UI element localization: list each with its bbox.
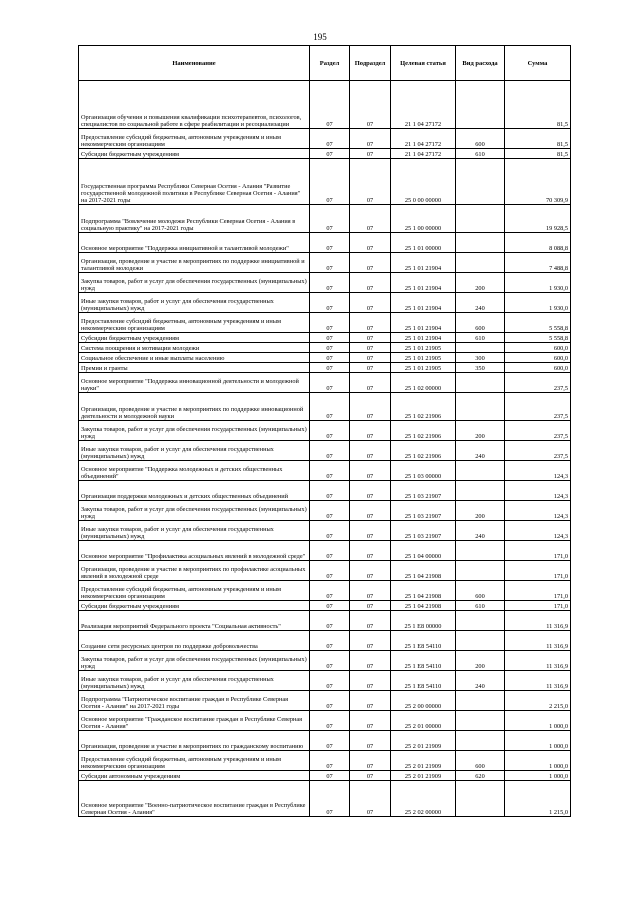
row-expense-type-cell: [456, 711, 505, 731]
table-row: [79, 771, 571, 781]
row-podrazdel-cell: 07: [350, 711, 391, 731]
row-podrazdel-cell: 07: [350, 81, 391, 129]
row-target-article-cell: 25 1 04 21908: [391, 581, 456, 601]
row-expense-type-cell: [456, 159, 505, 205]
header-name: Наименование: [79, 46, 310, 81]
row-amount-cell: 1 930,0: [505, 273, 571, 293]
row-razdel-cell: 07: [310, 711, 350, 731]
row-target-article-cell: 25 2 01 00000: [391, 711, 456, 731]
row-expense-type-cell: 600: [456, 129, 505, 149]
row-name-cell: Социальное обеспечение и иные выплаты населению: [79, 353, 310, 363]
table-row: [79, 233, 571, 253]
header-podrazdel: Подраздел: [350, 46, 391, 81]
row-amount-cell: 11 316,9: [505, 671, 571, 691]
table-body: [79, 81, 571, 817]
row-expense-type-cell: 240: [456, 441, 505, 461]
row-amount-cell: 81,5: [505, 129, 571, 149]
row-target-article-cell: 25 1 03 00000: [391, 461, 456, 481]
row-expense-type-cell: 610: [456, 601, 505, 611]
row-name-cell: Создание сети ресурсных центров по поддержке добровольчества: [79, 631, 310, 651]
row-amount-cell: 1 000,0: [505, 711, 571, 731]
row-expense-type-cell: [456, 253, 505, 273]
row-target-article-cell: 25 1 04 21908: [391, 601, 456, 611]
row-expense-type-cell: [456, 373, 505, 393]
row-name-cell: Организация поддержки молодежных и детских общественных объединений: [79, 481, 310, 501]
header-expense-type: Вид расхода: [456, 46, 505, 81]
table-row: [79, 159, 571, 205]
row-name-cell: Государственная программа Республики Северная Осетия - Алания "Развитие государственной молодежной политики в Республике Северная Осетия - Алания" на 2017-2021 годы: [79, 159, 310, 205]
row-podrazdel-cell: 07: [350, 313, 391, 333]
row-name-cell: Организация, проведение и участие в мероприятиях по поддержке инициативной и талантливой молодежи: [79, 253, 310, 273]
row-amount-cell: 19 928,5: [505, 205, 571, 233]
row-razdel-cell: 07: [310, 751, 350, 771]
row-name-cell: Иные закупки товаров, работ и услуг для обеспечения государственных (муниципальных) нужд: [79, 521, 310, 541]
row-razdel-cell: 07: [310, 149, 350, 159]
row-target-article-cell: 25 1 01 21904: [391, 293, 456, 313]
row-target-article-cell: 25 1 E8 00000: [391, 611, 456, 631]
table-row: [79, 81, 571, 129]
table-row: [79, 611, 571, 631]
row-podrazdel-cell: 07: [350, 581, 391, 601]
row-podrazdel-cell: 07: [350, 461, 391, 481]
row-amount-cell: 1 930,0: [505, 293, 571, 313]
row-name-cell: Закупка товаров, работ и услуг для обеспечения государственных (муниципальных) нужд: [79, 501, 310, 521]
row-target-article-cell: 25 1 02 00000: [391, 373, 456, 393]
row-target-article-cell: 25 2 02 00000: [391, 781, 456, 817]
row-razdel-cell: 07: [310, 343, 350, 353]
header-target-article: Целевая статья: [391, 46, 456, 81]
row-name-cell: Субсидии бюджетным учреждениям: [79, 333, 310, 343]
table-row: [79, 149, 571, 159]
row-podrazdel-cell: 07: [350, 541, 391, 561]
row-razdel-cell: 07: [310, 581, 350, 601]
row-razdel-cell: 07: [310, 293, 350, 313]
table-row: [79, 273, 571, 293]
row-expense-type-cell: [456, 205, 505, 233]
table-row: [79, 293, 571, 313]
row-podrazdel-cell: 07: [350, 521, 391, 541]
row-podrazdel-cell: 07: [350, 771, 391, 781]
table-row: [79, 601, 571, 611]
table-row: [79, 253, 571, 273]
row-razdel-cell: 07: [310, 461, 350, 481]
row-target-article-cell: 25 2 01 21909: [391, 751, 456, 771]
row-amount-cell: 237,5: [505, 393, 571, 421]
row-target-article-cell: 25 2 01 21909: [391, 731, 456, 751]
row-podrazdel-cell: 07: [350, 561, 391, 581]
row-expense-type-cell: [456, 461, 505, 481]
row-podrazdel-cell: 07: [350, 611, 391, 631]
row-razdel-cell: 07: [310, 691, 350, 711]
row-name-cell: Реализация мероприятий Федерального проекта "Социальная активность": [79, 611, 310, 631]
row-expense-type-cell: [456, 561, 505, 581]
row-podrazdel-cell: 07: [350, 751, 391, 771]
row-amount-cell: 171,0: [505, 581, 571, 601]
row-amount-cell: 237,5: [505, 421, 571, 441]
row-name-cell: Основное мероприятие "Гражданское воспитание граждан в Республике Северная Осетия - Алания": [79, 711, 310, 731]
row-razdel-cell: 07: [310, 253, 350, 273]
row-expense-type-cell: 300: [456, 353, 505, 363]
row-target-article-cell: 25 1 E8 54110: [391, 631, 456, 651]
table-row: [79, 561, 571, 581]
row-expense-type-cell: 240: [456, 521, 505, 541]
row-name-cell: Подпрограмма "Вовлечение молодежи Республики Северная Осетия - Алания в социальную практику" на 2017-2021 годы: [79, 205, 310, 233]
row-expense-type-cell: 600: [456, 313, 505, 333]
row-podrazdel-cell: 07: [350, 631, 391, 651]
row-name-cell: Предоставление субсидий бюджетным, автономным учреждениям и иным некоммерческим организациям: [79, 313, 310, 333]
row-podrazdel-cell: 07: [350, 159, 391, 205]
row-target-article-cell: 25 1 E8 54110: [391, 651, 456, 671]
row-name-cell: Предоставление субсидий бюджетным, автономным учреждениям и иным некоммерческим организациям: [79, 129, 310, 149]
table-row: [79, 481, 571, 501]
table-row: [79, 691, 571, 711]
row-amount-cell: 171,0: [505, 601, 571, 611]
row-expense-type-cell: [456, 393, 505, 421]
row-amount-cell: 1 000,0: [505, 751, 571, 771]
row-amount-cell: 124,3: [505, 521, 571, 541]
row-podrazdel-cell: 07: [350, 293, 391, 313]
row-razdel-cell: 07: [310, 159, 350, 205]
row-name-cell: Закупка товаров, работ и услуг для обеспечения государственных (муниципальных) нужд: [79, 651, 310, 671]
row-amount-cell: 11 316,9: [505, 631, 571, 651]
budget-table: [78, 45, 571, 817]
row-target-article-cell: 25 2 01 21909: [391, 771, 456, 781]
row-expense-type-cell: [456, 81, 505, 129]
row-razdel-cell: 07: [310, 129, 350, 149]
row-podrazdel-cell: 07: [350, 353, 391, 363]
row-razdel-cell: 07: [310, 771, 350, 781]
table-row: [79, 541, 571, 561]
row-razdel-cell: 07: [310, 273, 350, 293]
table-row: [79, 671, 571, 691]
row-expense-type-cell: 600: [456, 581, 505, 601]
table-row: [79, 353, 571, 363]
row-target-article-cell: 25 1 01 21904: [391, 313, 456, 333]
row-name-cell: Закупка товаров, работ и услуг для обеспечения государственных (муниципальных) нужд: [79, 421, 310, 441]
row-razdel-cell: 07: [310, 651, 350, 671]
row-razdel-cell: 07: [310, 373, 350, 393]
row-razdel-cell: 07: [310, 671, 350, 691]
row-target-article-cell: 25 1 01 21904: [391, 253, 456, 273]
row-razdel-cell: 07: [310, 363, 350, 373]
table-row: [79, 751, 571, 771]
row-podrazdel-cell: 07: [350, 393, 391, 421]
row-target-article-cell: 21 1 04 27172: [391, 129, 456, 149]
row-target-article-cell: 25 1 E8 54110: [391, 671, 456, 691]
row-name-cell: Закупка товаров, работ и услуг для обеспечения государственных (муниципальных) нужд: [79, 273, 310, 293]
header-razdel: Раздел: [310, 46, 350, 81]
row-podrazdel-cell: 07: [350, 333, 391, 343]
row-razdel-cell: 07: [310, 441, 350, 461]
table-row: [79, 781, 571, 817]
row-razdel-cell: 07: [310, 731, 350, 751]
row-name-cell: Организация, проведение и участие в мероприятиях по поддержке инновационной деятельности и молодежной науки: [79, 393, 310, 421]
row-amount-cell: 70 309,9: [505, 159, 571, 205]
row-expense-type-cell: [456, 541, 505, 561]
row-razdel-cell: 07: [310, 421, 350, 441]
row-podrazdel-cell: 07: [350, 129, 391, 149]
row-expense-type-cell: [456, 781, 505, 817]
row-target-article-cell: 25 1 03 21907: [391, 521, 456, 541]
row-expense-type-cell: 200: [456, 273, 505, 293]
row-target-article-cell: 25 1 04 21908: [391, 561, 456, 581]
row-target-article-cell: 25 1 04 00000: [391, 541, 456, 561]
row-podrazdel-cell: 07: [350, 501, 391, 521]
row-razdel-cell: 07: [310, 631, 350, 651]
row-target-article-cell: 25 1 01 21904: [391, 333, 456, 343]
row-target-article-cell: 21 1 04 27172: [391, 81, 456, 129]
row-target-article-cell: 25 1 00 00000: [391, 205, 456, 233]
row-razdel-cell: 07: [310, 501, 350, 521]
row-amount-cell: 237,5: [505, 373, 571, 393]
row-razdel-cell: 07: [310, 611, 350, 631]
row-name-cell: Основное мероприятие "Поддержка молодежных и детских общественных объединений": [79, 461, 310, 481]
row-name-cell: Премии и гранты: [79, 363, 310, 373]
row-expense-type-cell: 610: [456, 149, 505, 159]
row-podrazdel-cell: 07: [350, 149, 391, 159]
row-name-cell: Иные закупки товаров, работ и услуг для обеспечения государственных (муниципальных) нужд: [79, 441, 310, 461]
row-name-cell: Организация обучения и повышения квалификации психотерапевтов, психологов, специалистов по социальной работе в сфере реабилитации и ресоциализации: [79, 81, 310, 129]
table-row: [79, 129, 571, 149]
table-row: [79, 363, 571, 373]
row-target-article-cell: 25 1 01 21905: [391, 353, 456, 363]
row-amount-cell: 1 215,0: [505, 781, 571, 817]
row-podrazdel-cell: 07: [350, 233, 391, 253]
row-podrazdel-cell: 07: [350, 691, 391, 711]
row-expense-type-cell: [456, 731, 505, 751]
row-expense-type-cell: [456, 343, 505, 353]
table-row: [79, 731, 571, 751]
row-expense-type-cell: 200: [456, 651, 505, 671]
row-target-article-cell: 25 0 00 00000: [391, 159, 456, 205]
row-name-cell: Организация, проведение и участие в мероприятиях по гражданскому воспитанию: [79, 731, 310, 751]
row-target-article-cell: 25 1 02 21906: [391, 421, 456, 441]
row-razdel-cell: 07: [310, 333, 350, 343]
row-expense-type-cell: 200: [456, 421, 505, 441]
row-name-cell: Подпрограмма "Патриотическое воспитание граждан в Республике Северная Осетия - Алания" на 2017-2021 годы: [79, 691, 310, 711]
row-expense-type-cell: 600: [456, 751, 505, 771]
row-name-cell: Субсидии бюджетным учреждениям: [79, 149, 310, 159]
row-razdel-cell: 07: [310, 205, 350, 233]
row-target-article-cell: 21 1 04 27172: [391, 149, 456, 159]
row-target-article-cell: 25 1 01 21905: [391, 343, 456, 353]
table-row: [79, 441, 571, 461]
row-target-article-cell: 25 1 03 21907: [391, 501, 456, 521]
row-podrazdel-cell: 07: [350, 253, 391, 273]
row-expense-type-cell: 610: [456, 333, 505, 343]
row-amount-cell: 11 316,9: [505, 611, 571, 631]
table-row: [79, 651, 571, 671]
row-expense-type-cell: [456, 631, 505, 651]
row-amount-cell: 11 316,9: [505, 651, 571, 671]
table-row: [79, 521, 571, 541]
row-expense-type-cell: [456, 481, 505, 501]
row-podrazdel-cell: 07: [350, 421, 391, 441]
row-amount-cell: 171,0: [505, 541, 571, 561]
row-razdel-cell: 07: [310, 81, 350, 129]
row-razdel-cell: 07: [310, 561, 350, 581]
row-razdel-cell: 07: [310, 481, 350, 501]
row-amount-cell: 81,5: [505, 149, 571, 159]
row-target-article-cell: 25 1 01 21905: [391, 363, 456, 373]
row-podrazdel-cell: 07: [350, 671, 391, 691]
row-name-cell: Основное мероприятие "Поддержка инициативной и талантливой молодежи": [79, 233, 310, 253]
row-amount-cell: 237,5: [505, 441, 571, 461]
row-target-article-cell: 25 1 01 00000: [391, 233, 456, 253]
row-amount-cell: 124,3: [505, 501, 571, 521]
page-number: 195: [313, 32, 327, 42]
row-expense-type-cell: 200: [456, 501, 505, 521]
row-podrazdel-cell: 07: [350, 343, 391, 353]
row-name-cell: Предоставление субсидий бюджетным, автономным учреждениям и иным некоммерческим организациям: [79, 751, 310, 771]
row-razdel-cell: 07: [310, 353, 350, 363]
table-header-row: [79, 46, 571, 81]
row-expense-type-cell: [456, 611, 505, 631]
row-amount-cell: 81,5: [505, 81, 571, 129]
row-amount-cell: 124,3: [505, 481, 571, 501]
table-row: [79, 711, 571, 731]
row-podrazdel-cell: 07: [350, 731, 391, 751]
row-amount-cell: 5 558,8: [505, 333, 571, 343]
row-name-cell: Основное мероприятие "Поддержка инновационной деятельности и молодежной науки": [79, 373, 310, 393]
row-target-article-cell: 25 1 02 21906: [391, 393, 456, 421]
row-expense-type-cell: 350: [456, 363, 505, 373]
row-amount-cell: 124,3: [505, 461, 571, 481]
row-amount-cell: 1 000,0: [505, 771, 571, 781]
header-amount: Сумма: [505, 46, 571, 81]
row-name-cell: Субсидии бюджетным учреждениям: [79, 601, 310, 611]
table-row: [79, 501, 571, 521]
row-razdel-cell: 07: [310, 233, 350, 253]
row-razdel-cell: 07: [310, 521, 350, 541]
row-razdel-cell: 07: [310, 393, 350, 421]
row-expense-type-cell: [456, 233, 505, 253]
row-amount-cell: 2 215,0: [505, 691, 571, 711]
row-name-cell: Основное мероприятие "Военно-патриотическое воспитание граждан в Республике Северная Осетия - Алания": [79, 781, 310, 817]
row-amount-cell: 8 088,8: [505, 233, 571, 253]
row-amount-cell: 600,0: [505, 343, 571, 353]
row-name-cell: Иные закупки товаров, работ и услуг для обеспечения государственных (муниципальных) нужд: [79, 293, 310, 313]
row-expense-type-cell: 240: [456, 293, 505, 313]
table-row: [79, 343, 571, 353]
table-row: [79, 421, 571, 441]
row-razdel-cell: 07: [310, 541, 350, 561]
row-expense-type-cell: 240: [456, 671, 505, 691]
table-row: [79, 393, 571, 421]
table-row: [79, 205, 571, 233]
row-target-article-cell: 25 1 03 21907: [391, 481, 456, 501]
row-podrazdel-cell: 07: [350, 373, 391, 393]
row-amount-cell: 5 558,8: [505, 313, 571, 333]
row-amount-cell: 171,0: [505, 561, 571, 581]
row-name-cell: Иные закупки товаров, работ и услуг для обеспечения государственных (муниципальных) нужд: [79, 671, 310, 691]
row-razdel-cell: 07: [310, 781, 350, 817]
row-target-article-cell: 25 1 02 21906: [391, 441, 456, 461]
row-amount-cell: 7 488,8: [505, 253, 571, 273]
row-amount-cell: 600,0: [505, 363, 571, 373]
row-amount-cell: 600,0: [505, 353, 571, 363]
row-name-cell: Предоставление субсидий бюджетным, автономным учреждениям и иным некоммерческим организациям: [79, 581, 310, 601]
row-name-cell: Основное мероприятие "Профилактика асоциальных явлений в молодежной среде": [79, 541, 310, 561]
table-row: [79, 373, 571, 393]
row-name-cell: Субсидии автономным учреждениям: [79, 771, 310, 781]
row-podrazdel-cell: 07: [350, 481, 391, 501]
row-podrazdel-cell: 07: [350, 363, 391, 373]
table-row: [79, 631, 571, 651]
row-amount-cell: 1 000,0: [505, 731, 571, 751]
row-expense-type-cell: [456, 691, 505, 711]
table-row: [79, 313, 571, 333]
row-podrazdel-cell: 07: [350, 781, 391, 817]
row-podrazdel-cell: 07: [350, 205, 391, 233]
row-name-cell: Система поощрения и мотивации молодежи: [79, 343, 310, 353]
row-podrazdel-cell: 07: [350, 441, 391, 461]
row-name-cell: Организация, проведение и участие в мероприятиях по профилактике асоциальных явлений в молодежной среде: [79, 561, 310, 581]
row-target-article-cell: 25 2 00 00000: [391, 691, 456, 711]
row-razdel-cell: 07: [310, 601, 350, 611]
table-row: [79, 461, 571, 481]
table-row: [79, 333, 571, 343]
row-target-article-cell: 25 1 01 21904: [391, 273, 456, 293]
row-podrazdel-cell: 07: [350, 651, 391, 671]
table-row: [79, 581, 571, 601]
row-podrazdel-cell: 07: [350, 273, 391, 293]
row-razdel-cell: 07: [310, 313, 350, 333]
row-podrazdel-cell: 07: [350, 601, 391, 611]
row-expense-type-cell: 620: [456, 771, 505, 781]
